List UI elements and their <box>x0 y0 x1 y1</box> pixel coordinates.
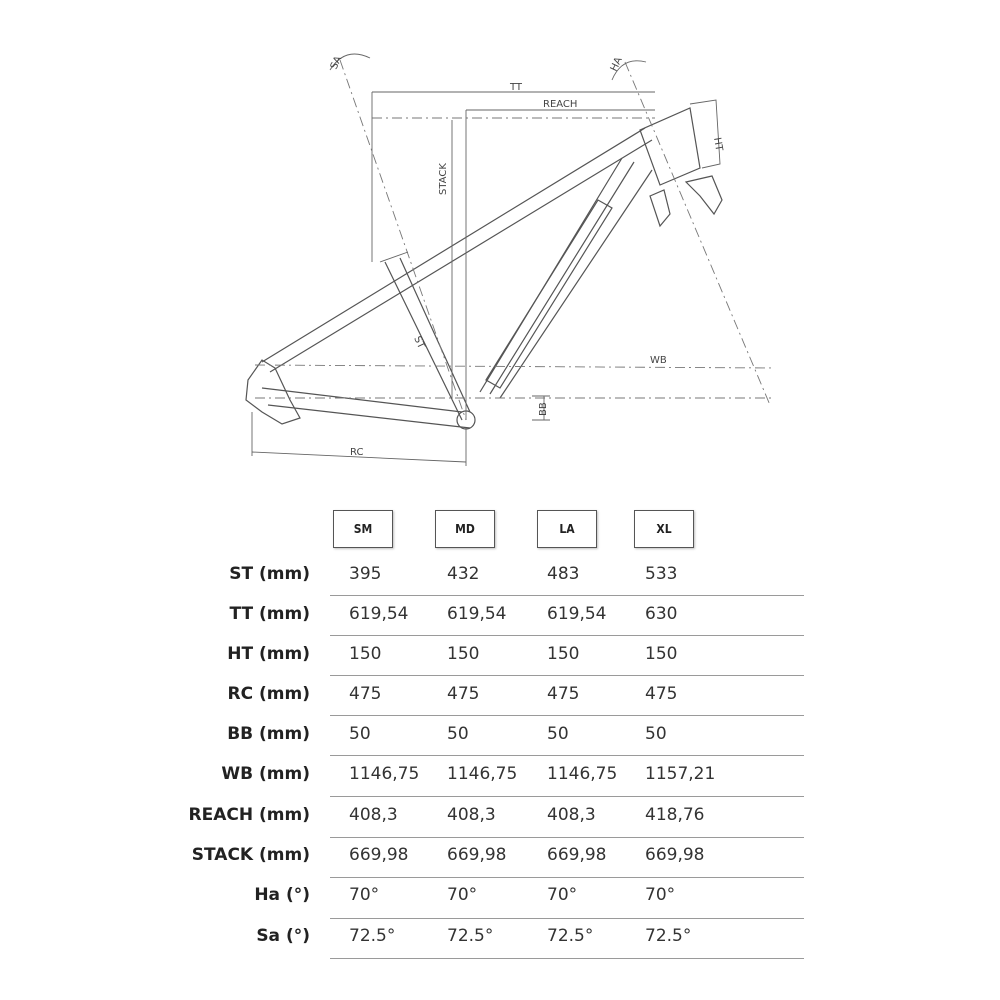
cell: 619,54 <box>447 604 507 624</box>
cell: 395 <box>349 564 382 584</box>
row-label: Ha (°) <box>254 885 310 905</box>
row-label: Sa (°) <box>256 926 310 946</box>
bb-label: BB <box>538 402 549 416</box>
row-label: TT (mm) <box>229 604 310 624</box>
cell: 483 <box>547 564 580 584</box>
cell: 408,3 <box>547 805 596 825</box>
cell: 72.5° <box>447 926 494 946</box>
size-header-la: LA <box>537 510 597 548</box>
cell: 150 <box>349 644 382 664</box>
cell: 669,98 <box>447 845 507 865</box>
cell: 669,98 <box>547 845 607 865</box>
cell: 408,3 <box>349 805 398 825</box>
cell: 669,98 <box>645 845 705 865</box>
st-label: ST <box>411 334 427 351</box>
row-divider <box>330 635 804 636</box>
row-label: WB (mm) <box>221 764 310 784</box>
cell: 475 <box>547 684 580 704</box>
cell: 50 <box>547 724 569 744</box>
row-label: STACK (mm) <box>191 845 310 865</box>
row-divider <box>330 918 804 919</box>
row-divider <box>330 796 804 797</box>
row-divider <box>330 675 804 676</box>
sa-label: SA <box>328 54 345 72</box>
cell: 418,76 <box>645 805 705 825</box>
cell: 475 <box>447 684 480 704</box>
row-label: HT (mm) <box>227 644 310 664</box>
cell: 150 <box>447 644 480 664</box>
row-divider <box>330 715 804 716</box>
cell: 72.5° <box>645 926 692 946</box>
row-divider <box>330 958 804 959</box>
row-label: REACH (mm) <box>188 805 310 825</box>
cell: 72.5° <box>547 926 594 946</box>
cell: 533 <box>645 564 678 584</box>
cell: 630 <box>645 604 678 624</box>
cell: 50 <box>447 724 469 744</box>
row-label: RC (mm) <box>227 684 310 704</box>
cell: 669,98 <box>349 845 409 865</box>
cell: 50 <box>349 724 371 744</box>
cell: 619,54 <box>547 604 607 624</box>
cell: 50 <box>645 724 667 744</box>
cell: 70° <box>645 885 676 905</box>
cell: 70° <box>349 885 380 905</box>
cell: 475 <box>645 684 678 704</box>
cell: 432 <box>447 564 480 584</box>
stack-label: STACK <box>438 163 449 195</box>
cell: 150 <box>645 644 678 664</box>
reach-label: REACH <box>543 99 578 110</box>
tt-label: TT <box>510 82 523 93</box>
row-divider <box>330 595 804 596</box>
row-divider <box>330 837 804 838</box>
row-label: ST (mm) <box>229 564 310 584</box>
cell: 1146,75 <box>447 764 518 784</box>
cell: 72.5° <box>349 926 396 946</box>
cell: 619,54 <box>349 604 409 624</box>
rc-label: RC <box>350 447 364 458</box>
cell: 475 <box>349 684 382 704</box>
wb-label: WB <box>650 355 667 366</box>
cell: 1146,75 <box>547 764 618 784</box>
size-header-xl: XL <box>634 510 694 548</box>
row-divider <box>330 877 804 878</box>
row-divider <box>330 755 804 756</box>
cell: 70° <box>447 885 478 905</box>
cell: 408,3 <box>447 805 496 825</box>
size-header-sm: SM <box>333 510 393 548</box>
cell: 1157,21 <box>645 764 716 784</box>
cell: 1146,75 <box>349 764 420 784</box>
ha-label: HA <box>608 55 625 74</box>
cell: 150 <box>547 644 580 664</box>
size-header-md: MD <box>435 510 495 548</box>
cell: 70° <box>547 885 578 905</box>
row-label: BB (mm) <box>227 724 310 744</box>
ht-label: HT <box>711 136 725 152</box>
